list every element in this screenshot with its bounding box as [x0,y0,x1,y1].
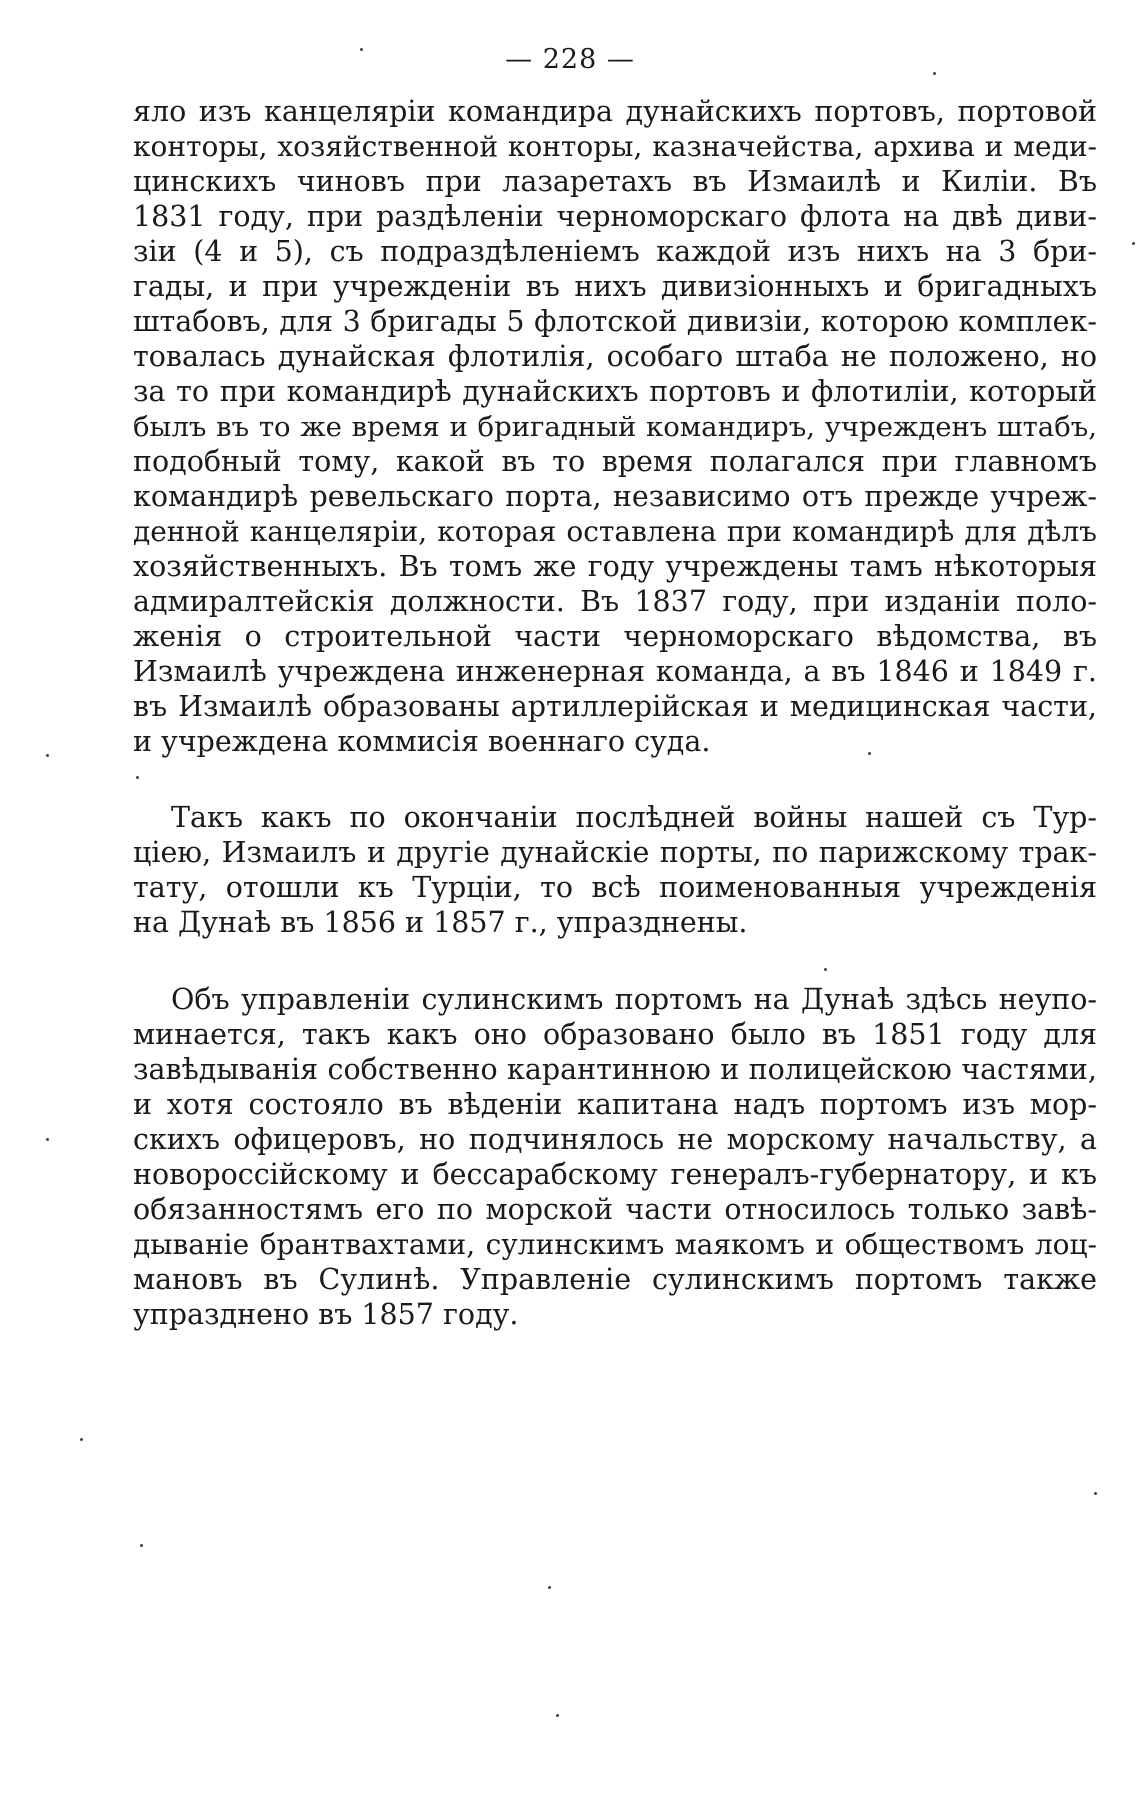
scan-speck [80,1438,83,1441]
text-line: завѣдыванія собственно карантинною и полицейскою частями, [133,1053,1097,1086]
text-line: дываніе брантвахтами, сулинскимъ маякомъ и обществомъ лоц- [133,1228,1097,1261]
scan-speck [933,72,936,75]
scan-speck [824,968,827,971]
text-line: конторы, хозяйственной конторы, казначейства, архива и меди- [133,130,1097,163]
text-line: Объ управленіи сулинскимъ портомъ на Дунаѣ здѣсь неупо- [171,983,1097,1016]
text-line: подобный тому, какой въ то время полагался при главномъ [133,445,1097,478]
text-line: упразднено въ 1857 году. [133,1298,519,1331]
text-line: цинскихъ чиновъ при лазаретахъ въ Измаилѣ и Киліи. Въ [133,165,1097,198]
page-number: — 228 — [505,44,635,75]
text-line: Такъ какъ по окончаніи послѣдней войны нашей съ Тур- [171,801,1097,834]
scan-speck [140,1544,143,1547]
text-line: былъ въ то же время и бригадный командиръ, учрежденъ штабъ, [133,411,1097,443]
text-line: обязанностямъ его по морской части относилось только завѣ- [133,1193,1097,1226]
text-line: хозяйственныхъ. Въ томъ же году учреждены тамъ нѣкоторыя [133,550,1097,583]
scan-speck [1094,1492,1097,1495]
text-line: за то при командирѣ дунайскихъ портовъ и флотиліи, который [133,375,1097,408]
text-line: гады, и при учрежденіи въ нихъ дивизіонныхъ и бригадныхъ [133,270,1097,303]
text-line: штабовъ, для 3 бригады 5 флотской дивизіи, которою комплек- [133,305,1097,338]
text-line: мановъ въ Сулинѣ. Управленіе сулинскимъ портомъ также [133,1263,1097,1296]
text-line: 1831 году, при раздѣленіи черноморскаго флота на двѣ диви- [133,200,1097,233]
text-line: на Дунаѣ въ 1856 и 1857 г., упразднены. [133,906,748,939]
scan-speck [1132,242,1135,245]
text-line: скихъ офицеровъ, но подчинялось не морскому начальству, а [133,1123,1097,1156]
text-line: женія о строительной части черноморскаго вѣдомства, въ [133,620,1097,653]
scan-speck [556,1714,559,1717]
scan-speck [46,754,49,757]
text-line: и учреждена коммисія военнаго суда. [133,725,711,758]
text-line: командирѣ ревельскаго порта, независимо отъ прежде учреж- [133,480,1097,513]
text-line: адмиралтейскія должности. Въ 1837 году, при изданіи поло- [133,585,1097,618]
text-line: новороссійскому и бессарабскому генералъ-губернатору, и къ [133,1158,1097,1191]
text-line: ціею, Измаилъ и другіе дунайскіе порты, по парижскому трак- [133,836,1097,869]
text-line: въ Измаилѣ образованы артиллерійская и медицинская части, [133,690,1097,723]
scan-speck [46,1138,49,1141]
scan-speck [136,776,139,779]
text-line: минается, такъ какъ оно образовано было въ 1851 году для [133,1018,1097,1051]
text-line: и хотя состояло въ вѣденіи капитана надъ портомъ изъ мор- [133,1088,1097,1121]
text-line: денной канцеляріи, которая оставлена при командирѣ для дѣлъ [133,515,1097,548]
scan-speck [868,752,871,755]
scan-speck [548,1586,551,1589]
text-line: товалась дунайская флотилія, особаго штаба не положено, но [133,340,1097,373]
scan-speck [360,48,363,51]
text-line: зіи (4 и 5), съ подраздѣленіемъ каждой изъ нихъ на 3 бри- [133,235,1097,268]
text-line: тату, отошли къ Турціи, то всѣ поименованныя учрежденія [133,871,1097,904]
text-line: Измаилѣ учреждена инженерная команда, а въ 1846 и 1849 г. [133,655,1097,688]
text-line: яло изъ канцеляріи командира дунайскихъ портовъ, портовой [133,95,1097,128]
